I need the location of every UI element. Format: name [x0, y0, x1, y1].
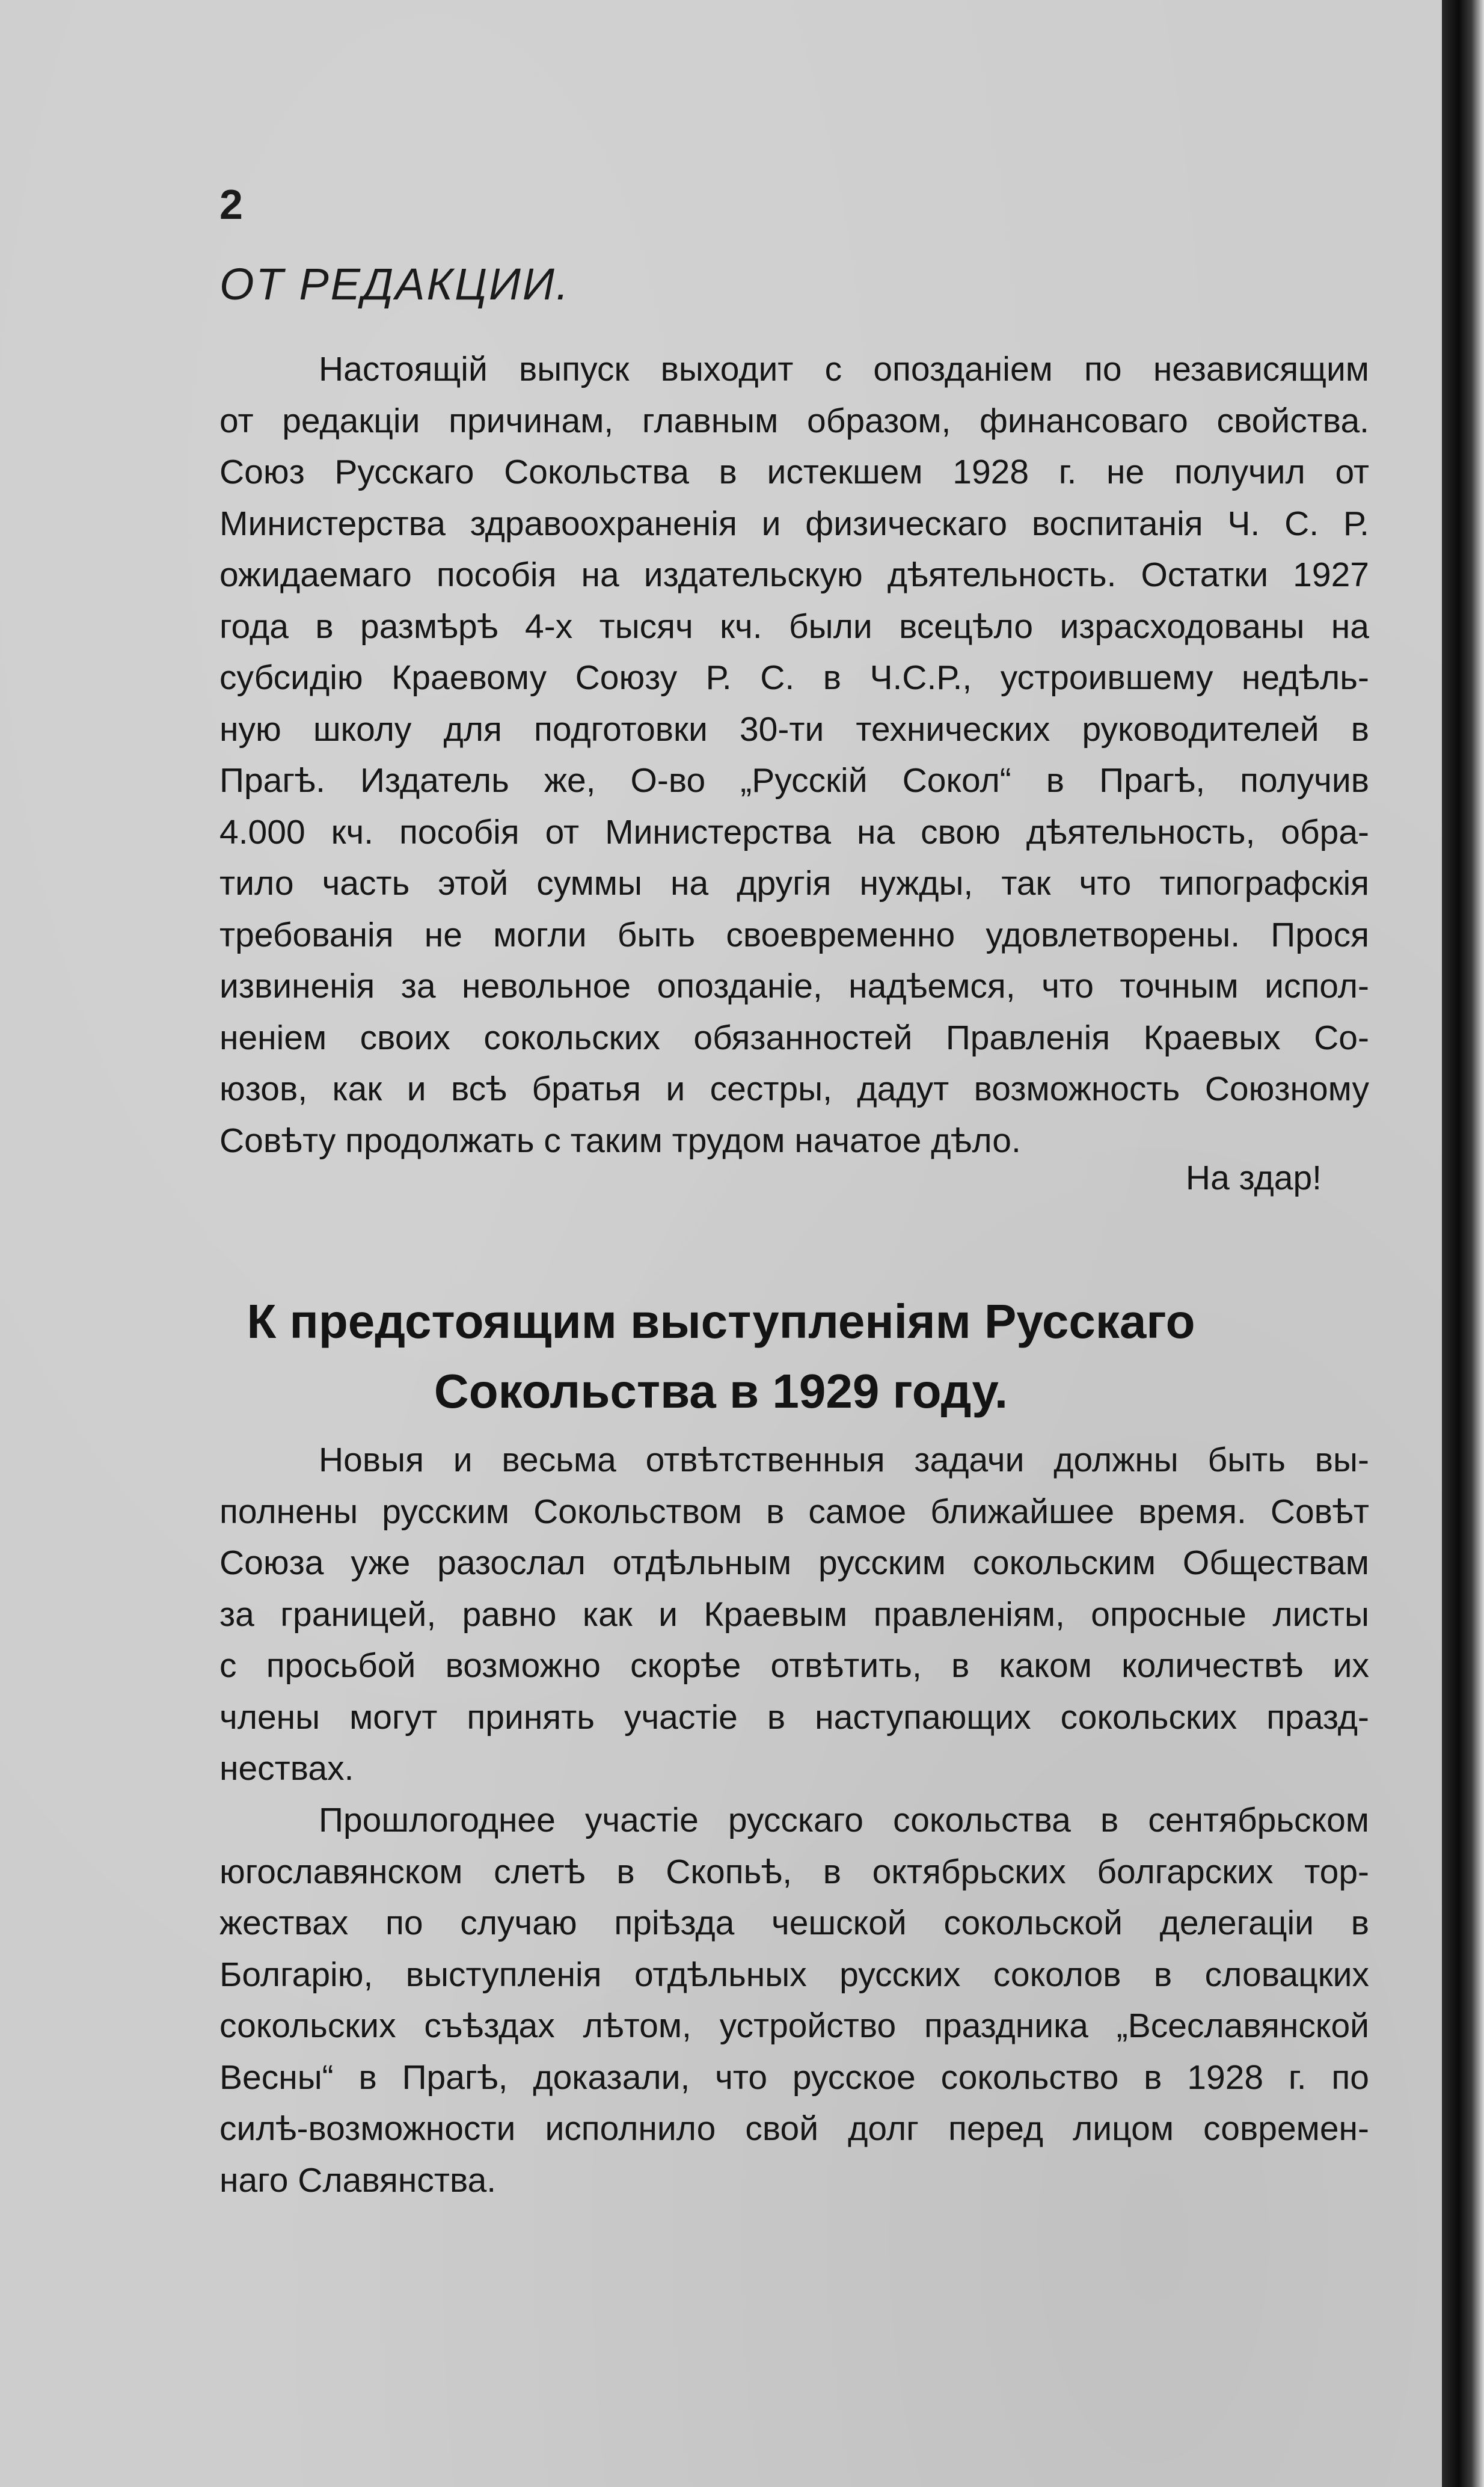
text-line: ную школу для подготовки 30-ти технических руководителей в — [219, 710, 1369, 749]
text-line: требованія не могли быть своевременно удовлетворены. Прося — [219, 915, 1369, 954]
text-line: наго Славянства. — [219, 2160, 497, 2200]
text-line: жествах по случаю пріѣзда чешской сокольской делегаціи в — [219, 1904, 1369, 1942]
article-title-line-2: Сокольства в 1929 году. — [434, 1364, 1008, 1418]
text-line: Весны“ в Прагѣ, доказали, что русское сокольство в 1928 г. по — [219, 2058, 1369, 2097]
editorial-heading: ОТ РЕДАКЦИИ. — [219, 259, 571, 309]
text-line: ожидаемаго пособія на издательскую дѣятельность. Остатки 1927 — [219, 556, 1369, 594]
text-line: извиненія за невольное опозданіе, надѣемся, что точным испол- — [219, 967, 1369, 1005]
text-line: субсидію Краевому Союзу Р. С. в Ч.С.Р., устроившему недѣль- — [219, 658, 1369, 697]
article-title — [0, 1287, 1442, 1426]
text-line: Министерства здравоохраненія и физическаго воспитанія Ч. С. Р. — [219, 504, 1369, 543]
article-paragraph-2 — [219, 1795, 1369, 2206]
editorial-text — [219, 344, 1369, 1167]
text-line: сокольских съѣздах лѣтом, устройство праздника „Всеславянской — [219, 2007, 1369, 2045]
text-line: полнены русским Сокольством в самое ближайшее время. Совѣт — [219, 1492, 1369, 1531]
article-paragraph-1 — [219, 1435, 1369, 1795]
text-line: 4.000 кч. пособія от Министерства на свою дѣятельность, обра- — [219, 812, 1369, 851]
text-line: тило часть этой суммы на другія нужды, так что типографскія — [219, 864, 1369, 903]
page-edge-shadow — [1442, 0, 1484, 2487]
text-line: Союз Русскаго Сокольства в истекшем 1928 г. не получил от — [219, 453, 1369, 491]
article-title-line-1: К предстоящим выступленіям Русскаго — [247, 1295, 1195, 1348]
text-line: от редакціи причинам, главным образом, финансоваго свойства. — [219, 401, 1369, 440]
text-line: юзов, как и всѣ братья и сестры, дадут возможность Союзному — [219, 1070, 1369, 1108]
text-line: Болгарію, выступленія отдѣльных русских соколов в словацких — [219, 1955, 1369, 1994]
page-number: 2 — [219, 181, 243, 228]
text-line: Настоящій выпуск выходит с опозданіем по независящим — [319, 350, 1369, 388]
text-line: члены могут принять участіе в наступающих сокольских празд- — [219, 1697, 1369, 1737]
text-line: за границей, равно как и Краевым правленіям, опросные листы — [219, 1595, 1369, 1634]
editorial-signoff: На здар! — [1185, 1159, 1322, 1197]
text-line: с просьбой возможно скорѣе отвѣтить, в каком количествѣ их — [219, 1646, 1369, 1685]
text-line: года в размѣрѣ 4-х тысяч кч. были всецѣло израсходованы на — [219, 607, 1369, 646]
text-line: Прагѣ. Издатель же, О-во „Русскій Сокол“ в Прагѣ, получив — [219, 761, 1369, 800]
text-line: Новыя и весьма отвѣтственныя задачи должны быть вы- — [319, 1441, 1369, 1479]
text-line: Союза уже разослал отдѣльным русским сокольским Обществам — [219, 1544, 1369, 1582]
text-line: Прошлогоднее участіе русскаго сокольства в сентябрьском — [319, 1801, 1369, 1839]
text-line: Совѣту продолжать с таким трудом начатое дѣло. — [219, 1121, 1021, 1160]
text-line: неніем своих сокольских обязанностей Правленія Краевых Со- — [219, 1018, 1369, 1057]
text-line: силѣ-возможности исполнило свой долг перед лицом современ- — [219, 2109, 1369, 2148]
text-line: югославянском слетѣ в Скопьѣ, в октябрьских болгарских тор- — [219, 1852, 1369, 1891]
text-line: нествах. — [219, 1749, 354, 1788]
